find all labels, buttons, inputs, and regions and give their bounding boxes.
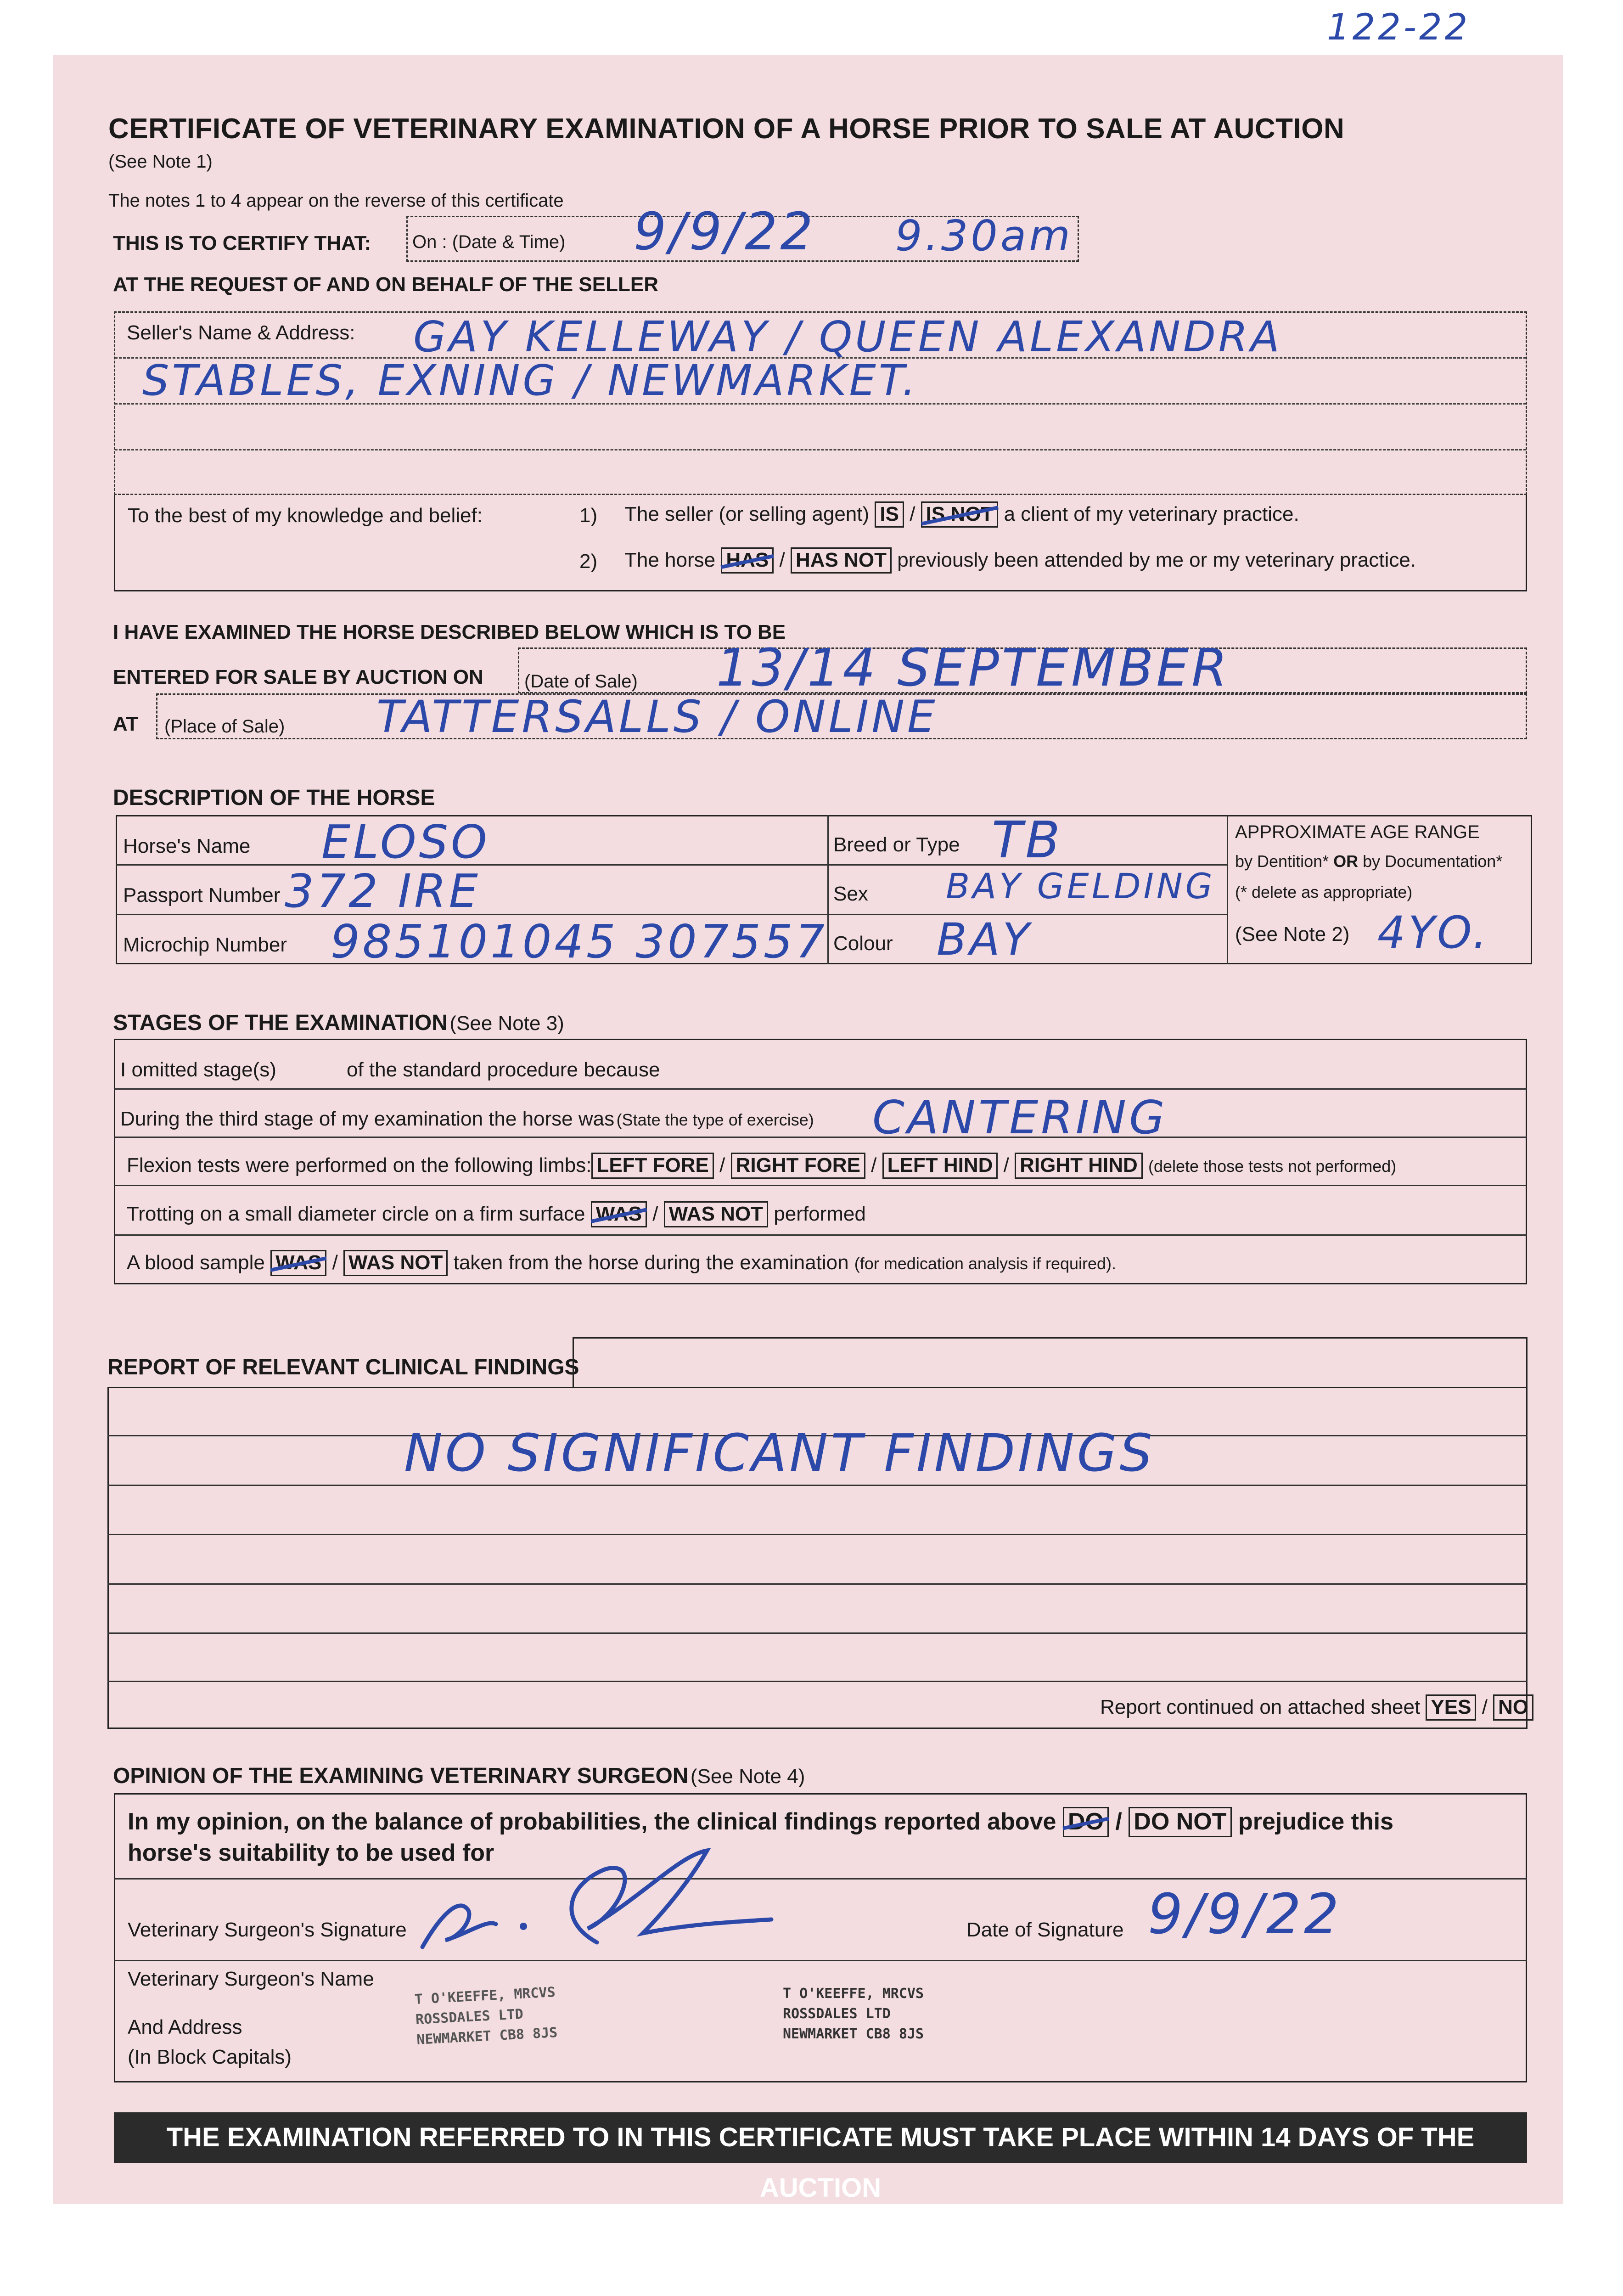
- item2-text: [624, 547, 1416, 574]
- limb-sep-2: /: [871, 1154, 877, 1176]
- trotting-option-was-not: WAS NOT: [664, 1201, 768, 1227]
- certificate-title: CERTIFICATE OF VETERINARY EXAMINATION OF A HORSE PRIOR TO SALE AT AUCTION: [108, 113, 1345, 145]
- knowledge-label: To the best of my knowledge and belief:: [128, 504, 483, 527]
- third-stage-value: CANTERING: [872, 1091, 1168, 1144]
- opinion-heading-note: (See Note 4): [690, 1765, 805, 1788]
- third-stage-note: (State the type of exercise): [616, 1110, 814, 1129]
- signature-date-value: 9/9/22: [1148, 1883, 1342, 1947]
- opinion-heading-text: OPINION OF THE EXAMINING VETERINARY SURGEON: [113, 1764, 689, 1788]
- certify-label: THIS IS TO CERTIFY THAT:: [113, 232, 371, 254]
- horse-name-label: Horse's Name: [123, 835, 251, 857]
- item2-option-has-not: HAS NOT: [791, 547, 892, 574]
- surgeon-name-label: Veterinary Surgeon's Name: [128, 1968, 374, 1990]
- opinion-text-pre: In my opinion, on the balance of probabilities, the clinical findings reported above: [128, 1808, 1056, 1835]
- report-option-no: NO: [1493, 1694, 1533, 1721]
- limb-sep-1: /: [719, 1154, 725, 1176]
- report-continued-label: Report continued on attached sheet: [1100, 1696, 1421, 1718]
- colour-value: BAY: [937, 914, 1033, 965]
- item2-post: previously been attended by me or my veterinary practice.: [897, 549, 1416, 571]
- reference-number: 122-22: [1327, 7, 1471, 48]
- stages-heading: [113, 1010, 564, 1035]
- third-stage-row: [120, 1108, 814, 1131]
- block-caps-label: (In Block Capitals): [128, 2046, 292, 2068]
- opinion-line1: [128, 1807, 1393, 1837]
- stamp2-line1: T O'KEEFFE, MRCVS: [783, 1986, 924, 2002]
- stages-heading-note: (See Note 3): [449, 1012, 564, 1035]
- item2-separator: /: [779, 549, 785, 571]
- third-stage-label: During the third stage of my examination the horse was: [120, 1108, 615, 1130]
- stamp1-line1: T O'KEEFFE, MRCVS: [414, 1984, 556, 2008]
- limb-right-fore: RIGHT FORE: [731, 1153, 865, 1179]
- stamp1-line2: ROSSDALES LTD: [415, 2006, 524, 2028]
- age-value: 4YO.: [1377, 907, 1490, 958]
- item2-option-has: HAS: [721, 547, 774, 574]
- sale-place-value: TATTERSALLS / ONLINE: [376, 691, 938, 743]
- signature-label: Veterinary Surgeon's Signature: [128, 1919, 407, 1941]
- omitted-pre: I omitted stage(s): [120, 1058, 276, 1081]
- age-see-note: (See Note 2): [1235, 923, 1350, 945]
- address-stamp-2: [783, 1984, 924, 2044]
- entered-label: ENTERED FOR SALE BY AUCTION ON: [113, 666, 483, 688]
- microchip-label: Microchip Number: [123, 934, 287, 956]
- examined-label: I HAVE EXAMINED THE HORSE DESCRIBED BELOW WHICH IS TO BE: [113, 621, 786, 643]
- on-date-time-label: On : (Date & Time): [412, 232, 566, 252]
- seller-line2: STABLES, EXNING / NEWMARKET.: [142, 356, 919, 405]
- item1-pre: The seller (or selling agent): [624, 503, 870, 525]
- report-option-yes: YES: [1426, 1694, 1476, 1721]
- flexion-note: (delete those tests not performed): [1148, 1157, 1397, 1176]
- age-by-documentation: by Documentation*: [1363, 852, 1503, 871]
- horse-name-value: ELOSO: [321, 815, 490, 869]
- address-stamp-1: [414, 1982, 558, 2050]
- signature-date-label: Date of Signature: [966, 1919, 1124, 1941]
- opinion-line2: horse's suitability to be used for: [128, 1840, 494, 1866]
- report-finding: NO SIGNIFICANT FINDINGS: [404, 1424, 1155, 1483]
- request-label: AT THE REQUEST OF AND ON BEHALF OF THE SELLER: [113, 273, 658, 296]
- stamp2-line3: NEWMARKET CB8 8JS: [783, 2026, 924, 2042]
- trotting-option-was: WAS: [591, 1201, 647, 1227]
- limb-sep-3: /: [1003, 1154, 1009, 1176]
- report-heading-box: [573, 1337, 1528, 1388]
- blood-row: [127, 1250, 1116, 1276]
- blood-pre: A blood sample: [127, 1251, 265, 1274]
- blood-option-was-not: WAS NOT: [343, 1250, 448, 1276]
- sex-value: BAY GELDING: [946, 866, 1215, 906]
- passport-value: 372 IRE: [285, 864, 481, 918]
- omitted-post: of the standard procedure because: [347, 1058, 660, 1081]
- trotting-pre: Trotting on a small diameter circle on a firm surface: [127, 1203, 585, 1225]
- report-sep: /: [1482, 1696, 1488, 1718]
- sale-date-value: 13/14 SEPTEMBER: [716, 638, 1230, 698]
- trotting-sep: /: [652, 1203, 658, 1225]
- item1-number: 1): [579, 504, 598, 527]
- blood-option-was: WAS: [270, 1250, 326, 1276]
- at-label: AT: [113, 713, 139, 735]
- seller-line1: GAY KELLEWAY / QUEEN ALEXANDRA: [413, 312, 1282, 361]
- blood-note: (for medication analysis if required).: [854, 1254, 1117, 1273]
- limb-left-fore: LEFT FORE: [591, 1153, 713, 1179]
- report-continued-row: [1100, 1694, 1533, 1721]
- stamp1-line3: NEWMARKET CB8 8JS: [416, 2024, 558, 2048]
- flexion-label: Flexion tests were performed on the following limbs:: [127, 1154, 592, 1176]
- item1-option-is: IS: [875, 501, 904, 528]
- age-delete-note: (* delete as appropriate): [1235, 883, 1413, 901]
- sale-place-label: (Place of Sale): [164, 716, 285, 737]
- item2-pre: The horse: [624, 549, 716, 571]
- opinion-option-do-not: DO NOT: [1129, 1807, 1231, 1837]
- opinion-text-post: prejudice this: [1238, 1808, 1394, 1835]
- exam-date-value: 9/9/22: [634, 202, 816, 262]
- limb-left-hind: LEFT HIND: [882, 1153, 998, 1179]
- footer-banner: THE EXAMINATION REFERRED TO IN THIS CERTIFICATE MUST TAKE PLACE WITHIN 14 DAYS OF THE AUCTION: [114, 2112, 1527, 2163]
- age-methods: [1235, 852, 1502, 871]
- age-by-dentition: by Dentition*: [1235, 852, 1329, 871]
- microchip-value: 985101045 307557: [331, 915, 828, 968]
- age-or: OR: [1333, 852, 1359, 871]
- item1-text: [624, 501, 1299, 528]
- item1-post: a client of my veterinary practice.: [1004, 503, 1299, 525]
- stages-heading-text: STAGES OF THE EXAMINATION: [113, 1011, 448, 1035]
- sale-date-label: (Date of Sale): [524, 671, 638, 692]
- report-heading: REPORT OF RELEVANT CLINICAL FINDINGS: [107, 1355, 579, 1379]
- surgeon-address-label: And Address: [128, 2016, 242, 2038]
- blood-sep: /: [332, 1251, 338, 1274]
- item2-number: 2): [579, 550, 598, 573]
- notes-text: The notes 1 to 4 appear on the reverse of this certificate: [108, 191, 564, 211]
- age-heading: APPROXIMATE AGE RANGE: [1235, 822, 1480, 842]
- item1-option-is-not: IS NOT: [921, 501, 999, 528]
- opinion-sep: /: [1115, 1808, 1122, 1835]
- see-note-1: (See Note 1): [108, 152, 213, 172]
- stamp2-line2: ROSSDALES LTD: [783, 2006, 891, 2022]
- signature-image: [404, 1841, 781, 1956]
- flexion-row: [127, 1153, 1396, 1179]
- seller-label: Seller's Name & Address:: [127, 321, 355, 344]
- breed-value: TB: [992, 810, 1063, 869]
- exam-time-value: 9.30am: [895, 211, 1073, 260]
- description-heading: DESCRIPTION OF THE HORSE: [113, 786, 435, 810]
- item1-separator: /: [910, 503, 915, 525]
- limb-right-hind: RIGHT HIND: [1015, 1153, 1143, 1179]
- sex-label: Sex: [833, 883, 868, 905]
- colour-label: Colour: [833, 932, 893, 955]
- blood-post: taken from the horse during the examination: [453, 1251, 849, 1274]
- opinion-heading: [113, 1763, 805, 1789]
- breed-label: Breed or Type: [833, 833, 960, 856]
- passport-label: Passport Number: [123, 884, 281, 906]
- trotting-row: [127, 1201, 866, 1227]
- opinion-option-do: DO: [1063, 1807, 1109, 1837]
- trotting-post: performed: [774, 1203, 866, 1225]
